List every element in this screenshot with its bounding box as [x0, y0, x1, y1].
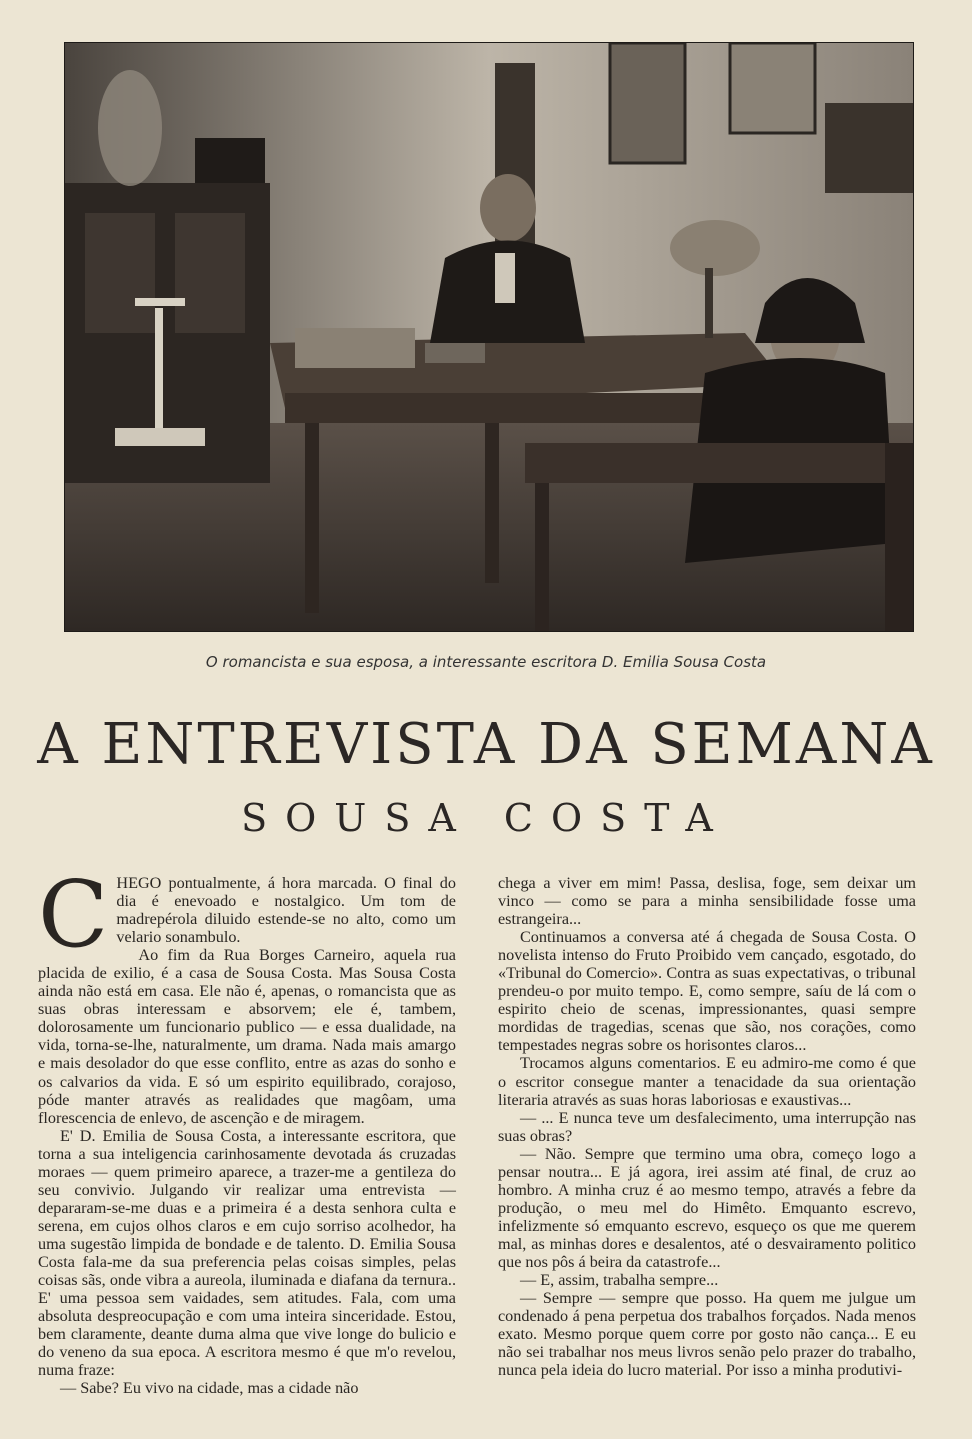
- article-subtitle: SOUSA COSTA: [241, 796, 731, 840]
- paragraph: Trocamos alguns comentarios. E eu admiro-me como é que o escritor consegue manter a tenacidade da sua orientação literaria através as suas horas laboriosas e exaustivas...: [498, 1054, 916, 1109]
- photo-caption: O romancista e sua esposa, a interessante escritora D. Emilia Sousa Costa: [205, 653, 767, 671]
- photo-illustration: [65, 43, 913, 631]
- drop-cap: C: [38, 861, 109, 968]
- paragraph: chega a viver em mim! Passa, deslisa, foge, sem deixar um vinco — como se para a minha sensibilidade fosse uma estrangeira...: [498, 874, 916, 929]
- paragraph: — Sabe? Eu vivo na cidade, mas a cidade não: [60, 1379, 359, 1398]
- paragraph: — E, assim, trabalha sempre...: [520, 1271, 719, 1290]
- paragraph: Ao fim da Rua Borges Carneiro, aquela rua placida de exilio, é a casa de Sousa Costa. Mas Sousa Costa ainda não está em casa. Ele não é, apenas, o romancista que as suas obras interessam e absorvem; ele é, tambem, dolorosamente um funcionario publico — e essa dualidade, na vida, torna-se-lhe, naturalmente, um drama. Nada mais amargo e mais desolador do que esse conflito, entre as azas do sonho e os calvarios da vida. E só um espirito equilibrado, corajoso, póde manter através as realidades que magôam, uma florescencia de enlevo, de ascenção e de miragem.: [38, 946, 456, 1127]
- article-column-right: [498, 874, 916, 1379]
- article-column-left: [38, 861, 456, 1398]
- paragraph: — Não. Sempre que termino uma obra, começo logo a pensar noutra... E já agora, irei assim até final, de cruz ao hombro. A minha cruz é ao mesmo tempo, através a febre da produção, o meu mel do Himêto. Emquanto escrevo, infelizmente só emquanto escrevo, esqueço os que me querem mal, as minhas dores e desalentos, até o desvairamento politico que nos pôs á beira da catastrofe...: [498, 1144, 916, 1271]
- article-title: A ENTREVISTA DA SEMANA: [37, 712, 935, 777]
- interview-photo: [64, 42, 914, 632]
- paragraph: — ... E nunca teve um desfalecimento, uma interrupção nas suas obras?: [498, 1108, 916, 1145]
- paragraph: Continuamos a conversa até á chegada de Sousa Costa. O novelista intenso do Fruto Proibido vem cançado, esgotado, do «Tribunal do Comercio». Contra as suas expectativas, o tribunal prendeu-o por muito tempo. E, como sempre, saíu de lá com o espirito cheio de scenas, impressionantes, quasi sempre mordidas de tragedias, scenas que são, nos corações, como tempestades negras sobre os horisontes claros...: [498, 928, 916, 1055]
- paragraph: CHEGO pontualmente, á hora marcada. O final do dia é enevoado e nostalgico. Um tom de madrepérola diluido estende-se no alto, como um velario sonambulo.: [38, 861, 456, 968]
- paragraph: E' D. Emilia de Sousa Costa, a interessante escritora, que torna a sua inteligencia carinhosamente devotada ás cruzadas moraes — quem primeiro aparece, a trazer-me a gentileza do seu convivio. Julgando vir realizar uma entrevista — depararam-se-me duas e a primeira é a desta senhora culta e serena, em cujos olhos claros e em cujo sorriso acolhedor, ha uma sugestão limpida de bondade e de talento. D. Emilia Sousa Costa fala-me da sua preferencia pelas coisas simples, pelas coisas sãs, onde vibra a aureola, iluminada e diafana da ternura.. E' uma pessoa sem vaidades, sem atitudes. Fala, com uma absoluta despreocupação e com uma inteira sinceridade. Estou, bem claramente, deante duma alma que vive longe do bulicio e do veneno da sua epoca. A escritora mesmo é que m'o revelou, numa fraze:: [38, 1126, 456, 1380]
- paragraph: — Sempre — sempre que posso. Ha quem me julgue um condenado á pena perpetua dos trabalhos forçados. Nada menos exato. Mesmo porque quem corre por gosto não cança... E eu não sei trabalhar nos meus livros senão pelo prazer do trabalho, nunca pela ideia do lucro material. Por isso a minha produtivi-: [498, 1289, 916, 1380]
